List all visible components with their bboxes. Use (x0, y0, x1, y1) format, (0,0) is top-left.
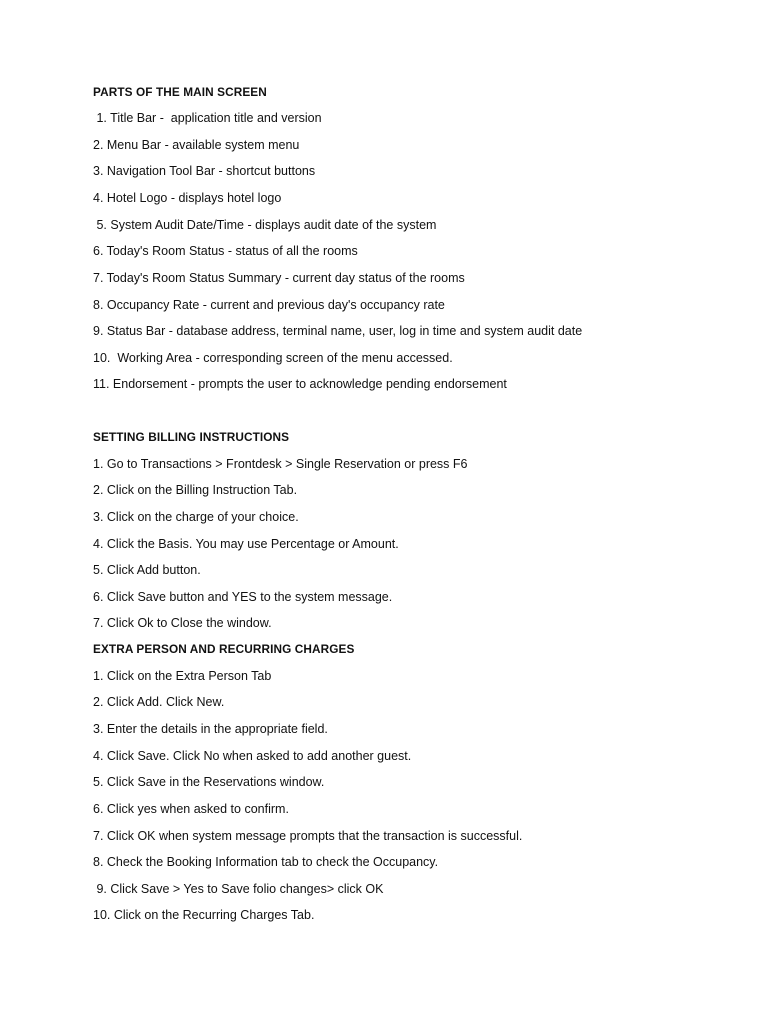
list-item: 6. Click yes when asked to confirm. (93, 802, 289, 816)
list-item: 8. Occupancy Rate - current and previous day's occupancy rate (93, 298, 445, 312)
list-item: 2. Click Add. Click New. (93, 695, 225, 709)
list-item: 10. Click on the Recurring Charges Tab. (93, 908, 315, 922)
list-item: 4. Click Save. Click No when asked to add another guest. (93, 749, 412, 763)
list-item: 10. Working Area - corresponding screen of the menu accessed. (93, 351, 453, 365)
list-item: 4. Click the Basis. You may use Percentage or Amount. (93, 537, 399, 551)
list-item: 7. Click Ok to Close the window. (93, 616, 272, 630)
list-item: 7. Click OK when system message prompts that the transaction is successful. (93, 829, 523, 843)
list-item: 1. Go to Transactions > Frontdesk > Single Reservation or press F6 (93, 457, 468, 471)
list-item: 6. Click Save button and YES to the system message. (93, 590, 393, 604)
list-item: 4. Hotel Logo - displays hotel logo (93, 191, 282, 205)
list-item: 2. Click on the Billing Instruction Tab. (93, 483, 298, 497)
list-item: 8. Check the Booking Information tab to check the Occupancy. (93, 855, 439, 869)
list-item: 7. Today's Room Status Summary - current day status of the rooms (93, 271, 465, 285)
list-item: 1. Title Bar - application title and version (93, 111, 322, 125)
heading-billing-instructions: SETTING BILLING INSTRUCTIONS (93, 430, 290, 444)
list-item: 11. Endorsement - prompts the user to acknowledge pending endorsement (93, 377, 507, 391)
heading-extra-person: EXTRA PERSON AND RECURRING CHARGES (93, 642, 355, 656)
list-item: 3. Click on the charge of your choice. (93, 510, 299, 524)
list-item: 9. Click Save > Yes to Save folio changes> click OK (93, 882, 384, 896)
list-item: 6. Today's Room Status - status of all the rooms (93, 244, 358, 258)
list-item: 3. Enter the details in the appropriate field. (93, 722, 328, 736)
heading-main-screen: PARTS OF THE MAIN SCREEN (93, 85, 267, 99)
list-item: 5. Click Save in the Reservations window. (93, 775, 325, 789)
list-item: 2. Menu Bar - available system menu (93, 138, 300, 152)
list-item: 9. Status Bar - database address, terminal name, user, log in time and system audit date (93, 324, 583, 338)
list-item: 3. Navigation Tool Bar - shortcut buttons (93, 164, 316, 178)
list-item: 5. Click Add button. (93, 563, 201, 577)
list-item: 5. System Audit Date/Time - displays audit date of the system (93, 218, 437, 232)
list-item: 1. Click on the Extra Person Tab (93, 669, 272, 683)
